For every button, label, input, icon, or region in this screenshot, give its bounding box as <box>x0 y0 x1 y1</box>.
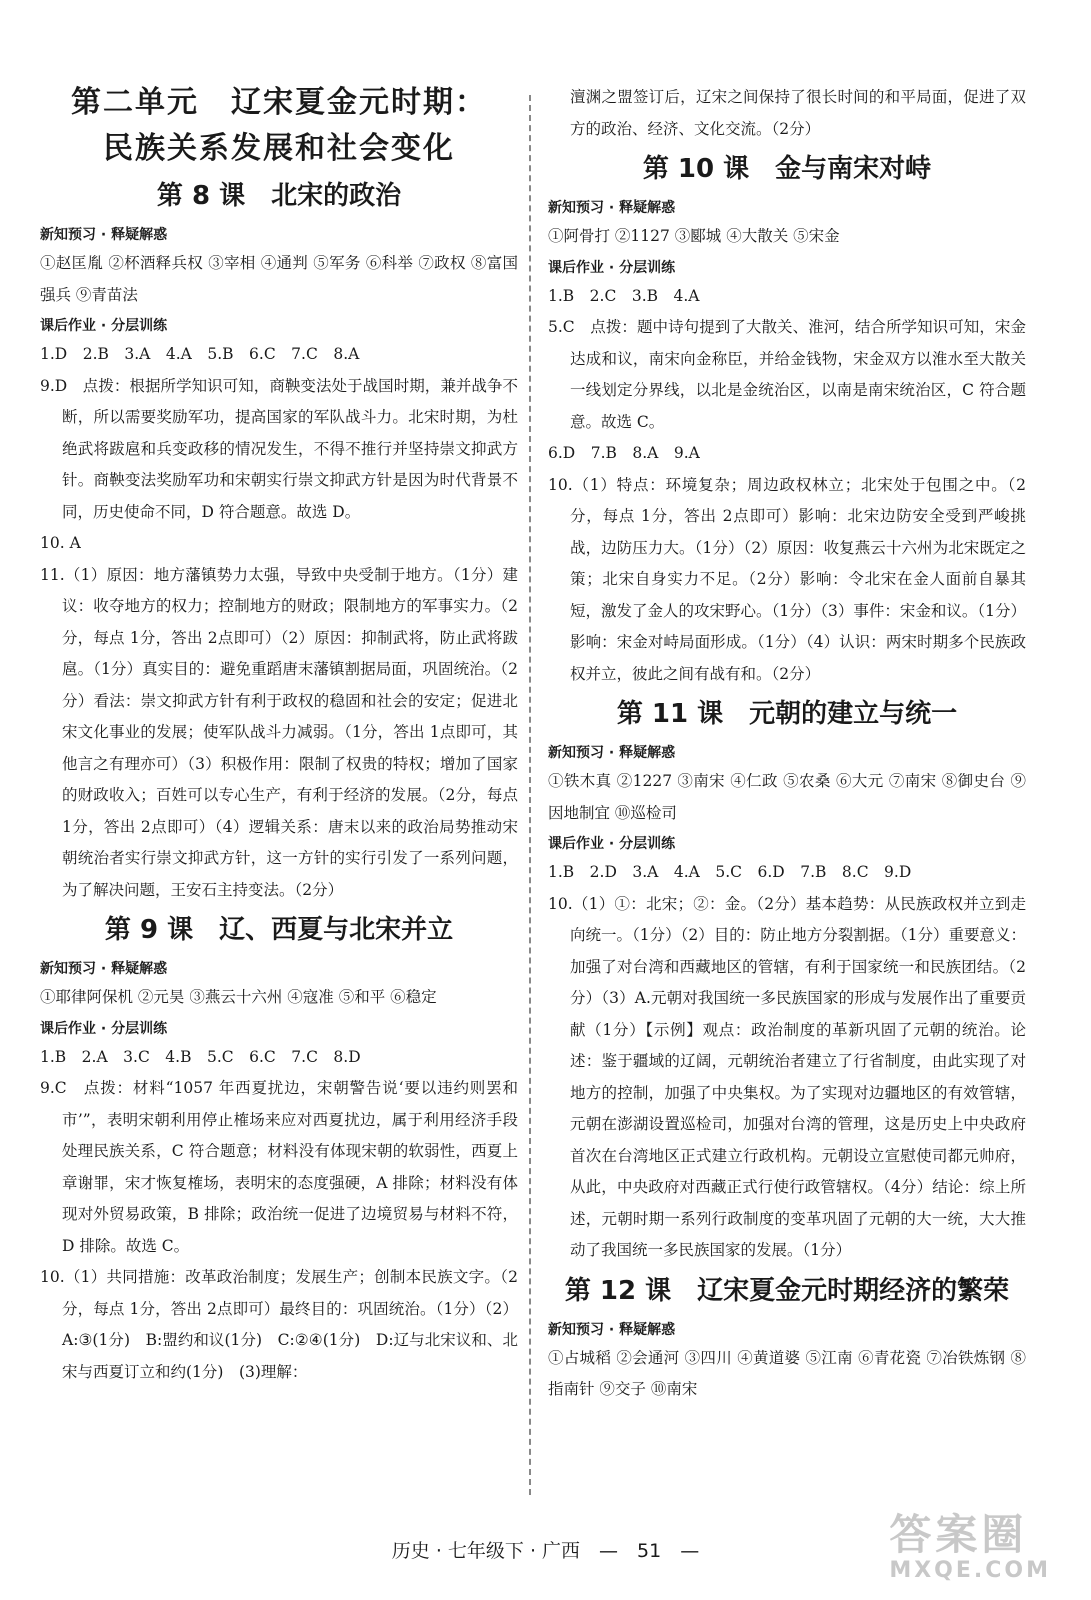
section-heading: 新知预习 · 释疑解惑 <box>40 961 168 977</box>
answer-q10: 10. A <box>40 534 81 552</box>
page-footer: 历史 · 七年级下 · 广西 — 51 — <box>391 1540 700 1562</box>
lesson-9-title: 第 9 课 辽、西夏与北宋并立 <box>104 915 454 945</box>
answer-preview: ①铁木真 ②1227 ③南宋 ④仁政 ⑤农桑 ⑥大元 ⑦南宋 ⑧御史台 ⑨因地制宜 ⑩巡检司 <box>548 772 1026 822</box>
unit-title-line2: 民族关系发展和社会变化 <box>103 131 455 166</box>
section-heading: 新知预习 · 释疑解惑 <box>40 227 168 243</box>
answer-continued: 澶渊之盟签订后，辽宋之间保持了很长时间的和平局面，促进了双方的政治、经济、文化交流。（2分） <box>570 88 1026 138</box>
answer-mc: 1.B 2.D 3.A 4.A 5.C 6.D 7.B 8.C 9.D <box>548 863 912 881</box>
answer-q5: 5.C 点拨：题中诗句提到了大散关、淮河，结合所学知识可知，宋金达成和议，南宋向金称臣，并给金钱物，宋金双方以淮水至大散关一线划定分界线，以北是金统治区，以南是南宋统治区，C 符合题意。故选 C。 <box>548 318 1026 431</box>
watermark-logo <box>889 1512 1051 1583</box>
answer-mc: 1.B 2.C 3.B 4.A <box>548 286 700 305</box>
section-heading: 课后作业 · 分层训练 <box>40 318 168 334</box>
answer-preview: ①占城稻 ②会通河 ③四川 ④黄道婆 ⑤江南 ⑥青花瓷 ⑦冶铁炼钢 ⑧指南针 ⑨交子 ⑩南宋 <box>548 1348 1026 1398</box>
answer-preview: ①赵匡胤 ②杯酒释兵权 ③宰相 ④通判 ⑤军务 ⑥科举 ⑦政权 ⑧富国强兵 ⑨青苗法 <box>40 254 518 304</box>
section-heading: 新知预习 · 释疑解惑 <box>548 745 676 761</box>
left-column <box>40 80 518 1388</box>
answer-q9: 9.C 点拨：材料“1057 年西夏扰边，宋朝警告说‘要以违约则罢和市’”，表明宋朝利用停止榷场来应对西夏扰边，属于利用经济手段处理民族关系，C 符合题意；材料没有体现宋朝的软弱性，西夏上章谢罪，宋才恢复榷场，表明宋的态度强硬，A 排除；材料没有体现对外贸易政策，B 排除；政治统一促进了边境贸易与材料不符，D 排除。故选 C。 <box>40 1079 518 1255</box>
answer-q9: 9.D 点拨：根据所学知识可知，商鞅变法处于战国时期，兼并战争不断，所以需要奖励军功，提高国家的军队战斗力。北宋时期，为杜绝武将跋扈和兵变政移的情况发生，不得不推行并坚持崇文抑武方针。商鞅变法奖励军功和宋朝实行崇文抑武方针是因为时代背景不同，历史使命不同，D 符合题意。故选 D。 <box>40 376 518 521</box>
column-divider <box>529 95 531 1495</box>
watermark-text: 答案圈 <box>889 1510 1028 1559</box>
answer-preview: ①耶律阿保机 ②元昊 ③燕云十六州 ④寇准 ⑤和平 ⑥稳定 <box>40 988 437 1006</box>
unit-title-line1: 第二单元 辽宋夏金元时期： <box>71 85 487 120</box>
answer-q10: 10.（1）①：北宋；②：金。（2分）基本趋势：从民族政权并立到走向统一。（1分）（2）目的：防止地方分裂割据。（1分）重要意义：加强了对台湾和西藏地区的管辖，有利于国家统一和民族团结。（2分）（3）A.元朝对我国统一多民族国家的形成与发展作出了重要贡献（1分）【示例】观点：政治制度的革新巩固了元朝的统治。论述：鉴于疆域的辽阔，元朝统治者建立了行省制度，由此实现了对地方的控制，加强了中央集权。为了实现对边疆地区的有效管辖，元朝在澎湖设置巡检司，加强对台湾的管理，这是历史上中央政府首次在台湾地区正式建立行政机构。元朝设立宣慰使司都元帅府，从此，中央政府对西藏正式行使行政管辖权。（4分）结论：综上所述，元朝时期一系列行政制度的变革巩固了元朝的大一统，大大推动了我国统一多民族国家的发展。（1分） <box>548 894 1026 1259</box>
section-heading: 新知预习 · 释疑解惑 <box>548 1321 676 1338</box>
answer-mc: 1.B 2.A 3.C 4.B 5.C 6.C 7.C 8.D <box>40 1047 361 1066</box>
right-column <box>548 82 1026 1406</box>
lesson-8-title: 第 8 课 北宋的政治 <box>156 181 402 211</box>
answer-mc: 6.D 7.B 8.A 9.A <box>548 444 700 462</box>
answer-q10: 10.（1）特点：环境复杂；周边政权林立；北宋处于包围之中。（2分，每点 1分，答出 2点即可）影响：北宋边防安全受到严峻挑战，边防压力大。（1分）（2）原因：收复燕云十六州为北宋既定之策；北宋自身实力不足。（2分）影响：令北宋在金人面前自暴其短，激发了金人的攻宋野心。（1分）（3）事件：宋金和议。（1分）影响：宋金对峙局面形成。（1分）（4）认识：两宋时期多个民族政权并立，彼此之间有战有和。（2分） <box>548 475 1026 683</box>
lesson-11-title: 第 11 课 元朝的建立与统一 <box>616 699 958 729</box>
answer-q11: 11.（1）原因：地方藩镇势力太强，导致中央受制于地方。（1分）建议：收夺地方的权力；控制地方的财政；限制地方的军事实力。（2分，每点 1分，答出 2点即可）（2）原因：抑制武将，防止武将跋扈。（1分）真实目的：避免重蹈唐末藩镇割据局面，巩固统治。（2分）看法：崇文抑武方针有利于政权的稳固和社会的安定；促进北宋文化事业的发展；使军队战斗力减弱。（1分，答出 1点即可，其他言之有理亦可）（3）积极作用：限制了权贵的特权；增加了国家的财政收入；百姓可以专心生产，有利于经济的发展。（2分，每点 1分，答出 2点即可）（4）逻辑关系：唐末以来的政治局势推动宋朝统治者实行崇文抑武方针，这一方针的实行引发了一系列问题，为了解决问题，王安石主持变法。（2分） <box>40 565 518 899</box>
section-heading: 新知预习 · 释疑解惑 <box>548 200 676 216</box>
watermark-url: MXQE.COM <box>889 1558 1051 1583</box>
lesson-10-title: 第 10 课 金与南宋对峙 <box>642 154 932 184</box>
answer-mc: 1.D 2.B 3.A 4.A 5.B 6.C 7.C 8.A <box>40 345 360 363</box>
section-heading: 课后作业 · 分层训练 <box>548 259 676 276</box>
section-heading: 课后作业 · 分层训练 <box>548 836 676 852</box>
answer-q10: 10.（1）共同措施：改革政治制度；发展生产；创制本民族文字。（2分，每点 1分，答出 2点即可）最终目的：巩固统治。（1分）（2）A:③(1分) B:盟约和议(1分) C:②④(1分) D:辽与北宋议和、北宋与西夏订立和约(1分) (3)理解： <box>40 1268 518 1381</box>
answer-preview: ①阿骨打 ②1127 ③郾城 ④大散关 ⑤宋金 <box>548 227 840 245</box>
lesson-12-title: 第 12 课 辽宋夏金元时期经济的繁荣 <box>564 1275 1010 1306</box>
section-heading: 课后作业 · 分层训练 <box>40 1020 168 1037</box>
